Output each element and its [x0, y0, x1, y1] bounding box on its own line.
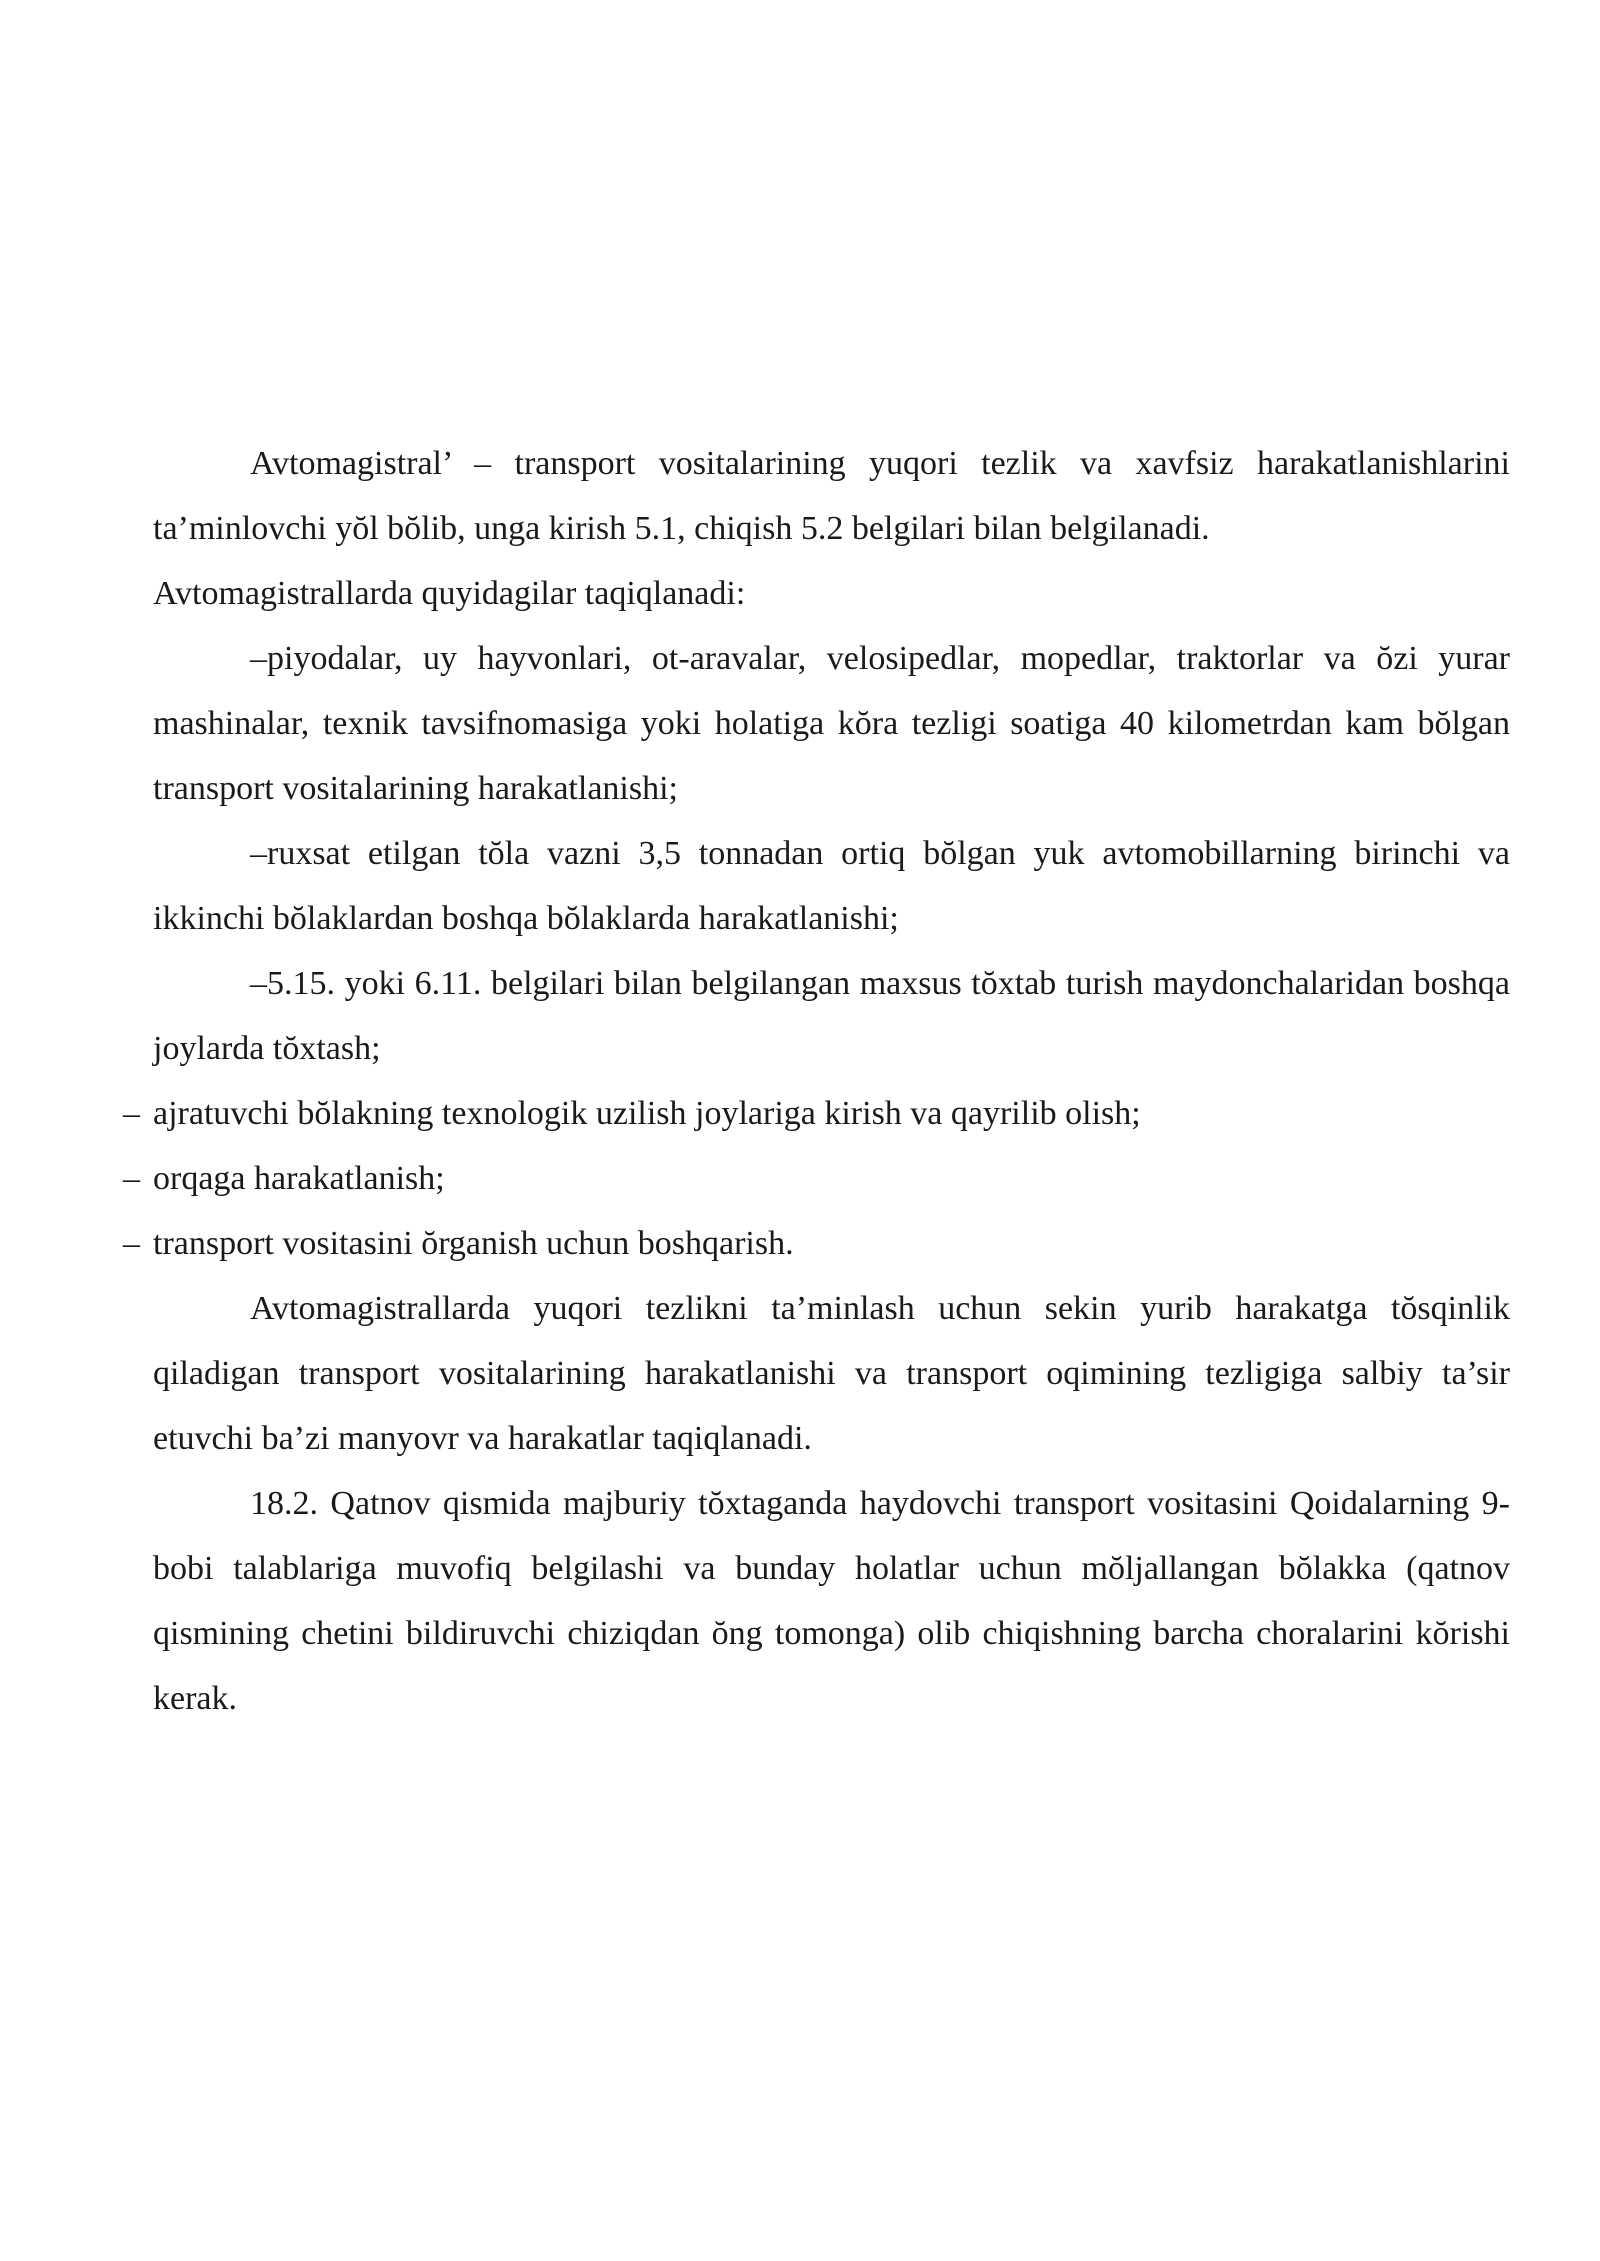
- dash-marker: –: [123, 1225, 140, 1262]
- dash-marker: –: [123, 1095, 140, 1132]
- dash-marker: –: [123, 1160, 140, 1197]
- list-item: [123, 1211, 1510, 1276]
- list-item-text: transport vositasini ŏrganish uchun boshqarish.: [153, 1225, 794, 1262]
- document-body: [123, 431, 1510, 1731]
- list-item: [123, 1081, 1510, 1146]
- paragraph-prohibition-stopping: –5.15. yoki 6.11. belgilari bilan belgilangan maxsus tŏxtab turish maydonchalaridan boshqa joylarda tŏxtash;: [153, 965, 1510, 1067]
- paragraph-avtomagistral-definition: Avtomagistral’ – transport vositalarining yuqori tezlik va xavfsiz harakatlanishlarini ta’minlovchi yŏl bŏlib, unga kirish 5.1, chiqish 5.2 belgilari bilan belgilanadi.: [153, 445, 1510, 547]
- paragraph-prohibitions-intro: Avtomagistrallarda quyidagilar taqiqlanadi:: [153, 575, 746, 612]
- paragraph-prohibition-trucks: –ruxsat etilgan tŏla vazni 3,5 tonnadan ortiq bŏlgan yuk avtomobillarning birinchi va ikkinchi bŏlaklardan boshqa bŏlaklarda harakatlanishi;: [153, 835, 1510, 937]
- paragraph-section-18-2: 18.2. Qatnov qismida majburiy tŏxtaganda haydovchi transport vositasini Qoidalarning 9-bobi talablariga muvofiq belgilashi va bunday holatlar uchun mŏljallangan bŏlakka (qatnov qismining chetini bildiruvchi chiziqdan ŏng tomonga) olib chiqishning barcha choralarini kŏrishi kerak.: [153, 1485, 1510, 1717]
- list-item: [123, 1146, 1510, 1211]
- list-item-text: orqaga harakatlanish;: [153, 1160, 445, 1197]
- paragraph-speed-prohibitions: Avtomagistrallarda yuqori tezlikni ta’minlash uchun sekin yurib harakatga tŏsqinlik qiladigan transport vositalarining harakatlanishi va transport oqimining tezligiga salbiy ta’sir etuvchi ba’zi manyovr va harakatlar taqiqlanadi.: [153, 1290, 1510, 1457]
- paragraph-prohibition-pedestrians: –piyodalar, uy hayvonlari, ot-aravalar, velosipedlar, mopedlar, traktorlar va ŏzi yurar mashinalar, texnik tavsifnomasiga yoki holatiga kŏra tezligi soatiga 40 kilometrdan kam bŏlgan transport vositalarining harakatlanishi;: [153, 640, 1510, 807]
- list-item-text: ajratuvchi bŏlakning texnologik uzilish joylariga kirish va qayrilib olish;: [153, 1095, 1141, 1132]
